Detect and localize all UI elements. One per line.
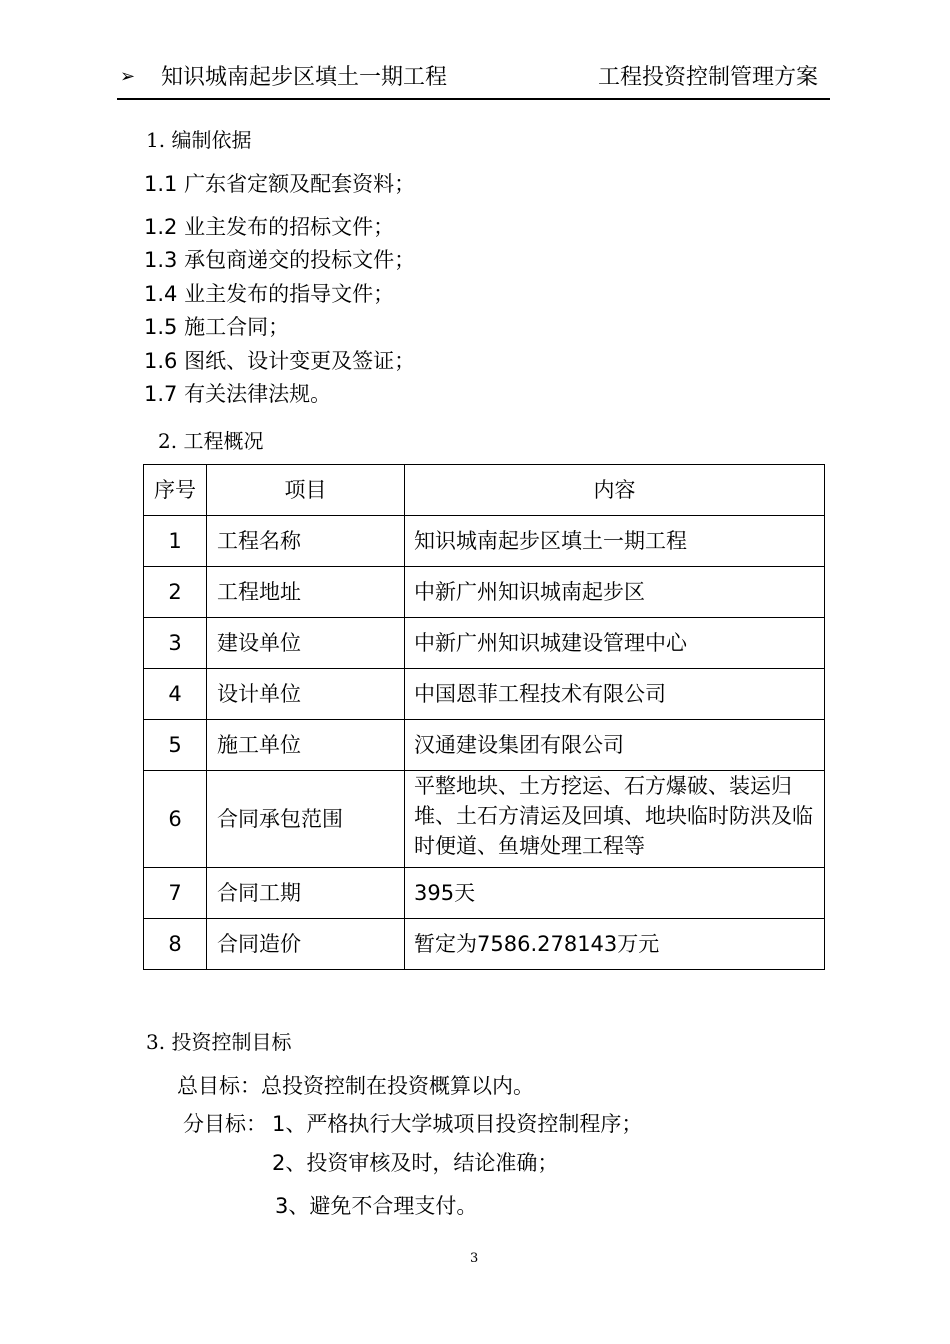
cell-item: 工程名称 bbox=[207, 516, 405, 567]
sub-goal-item: 1、严格执行大学城项目投资控制程序； bbox=[272, 1112, 643, 1136]
header-arrow-icon: ➢ bbox=[120, 66, 136, 87]
basis-item: 1.2 业主发布的招标文件； bbox=[144, 215, 395, 239]
cell-index: 6 bbox=[144, 771, 207, 868]
table-row bbox=[144, 618, 825, 669]
cell-content: 中国恩菲工程技术有限公司 bbox=[405, 669, 825, 720]
cell-item: 工程地址 bbox=[207, 567, 405, 618]
cell-index: 8 bbox=[144, 919, 207, 970]
table-row bbox=[144, 868, 825, 919]
header-project-title: 知识城南起步区填土一期工程 bbox=[161, 65, 448, 90]
basis-item: 1.1 广东省定额及配套资料； bbox=[144, 172, 416, 196]
sub-goal-item: 3、避免不合理支付。 bbox=[275, 1194, 478, 1218]
table-row bbox=[144, 567, 825, 618]
header-cell-content: 内容 bbox=[405, 465, 825, 516]
project-overview-table bbox=[143, 464, 825, 970]
sub-goal-item: 2、投资审核及时，结论准确； bbox=[272, 1151, 559, 1175]
cell-item: 合同造价 bbox=[207, 919, 405, 970]
header-cell-item: 项目 bbox=[207, 465, 405, 516]
section-1-heading: 1. 编制依据 bbox=[146, 128, 252, 152]
page-number: 3 bbox=[470, 1251, 479, 1266]
contract-scope-text: 平整地块、土方挖运、石方爆破、装运归堆、土石方清运及回填、地块临时防洪及临时便道、鱼塘处理工程等 bbox=[414, 774, 813, 858]
table-row bbox=[144, 516, 825, 567]
table-row bbox=[144, 919, 825, 970]
cell-item: 施工单位 bbox=[207, 720, 405, 771]
cell-content: 中新广州知识城南起步区 bbox=[405, 567, 825, 618]
basis-item: 1.7 有关法律法规。 bbox=[144, 382, 332, 406]
table-row bbox=[144, 720, 825, 771]
cell-content: 知识城南起步区填土一期工程 bbox=[405, 516, 825, 567]
cell-content: 汉通建设集团有限公司 bbox=[405, 720, 825, 771]
section-3-heading: 3. 投资控制目标 bbox=[146, 1030, 292, 1054]
header-document-title: 工程投资控制管理方案 bbox=[598, 65, 819, 90]
cell-content bbox=[405, 771, 825, 868]
header-divider bbox=[117, 98, 830, 100]
cell-index: 5 bbox=[144, 720, 207, 771]
basis-item: 1.5 施工合同； bbox=[144, 315, 290, 339]
cell-item: 合同承包范围 bbox=[207, 771, 405, 868]
overall-goal: 总目标：总投资控制在投资概算以内。 bbox=[177, 1074, 534, 1098]
basis-item: 1.6 图纸、设计变更及签证； bbox=[144, 349, 416, 373]
cell-index: 4 bbox=[144, 669, 207, 720]
sub-goal-label: 分目标： bbox=[183, 1112, 267, 1136]
cell-index: 2 bbox=[144, 567, 207, 618]
cell-index: 7 bbox=[144, 868, 207, 919]
cell-item: 设计单位 bbox=[207, 669, 405, 720]
cell-item: 建设单位 bbox=[207, 618, 405, 669]
cell-item: 合同工期 bbox=[207, 868, 405, 919]
table-row bbox=[144, 771, 825, 868]
basis-item: 1.3 承包商递交的投标文件； bbox=[144, 248, 416, 272]
basis-item: 1.4 业主发布的指导文件； bbox=[144, 282, 395, 306]
section-2-heading: 2. 工程概况 bbox=[158, 429, 264, 453]
header-cell-index: 序号 bbox=[144, 465, 207, 516]
cell-content: 395天 bbox=[405, 868, 825, 919]
cell-index: 1 bbox=[144, 516, 207, 567]
cell-content: 中新广州知识城建设管理中心 bbox=[405, 618, 825, 669]
table-header-row bbox=[144, 465, 825, 516]
cell-index: 3 bbox=[144, 618, 207, 669]
table-row bbox=[144, 669, 825, 720]
cell-content: 暂定为7586.278143万元 bbox=[405, 919, 825, 970]
